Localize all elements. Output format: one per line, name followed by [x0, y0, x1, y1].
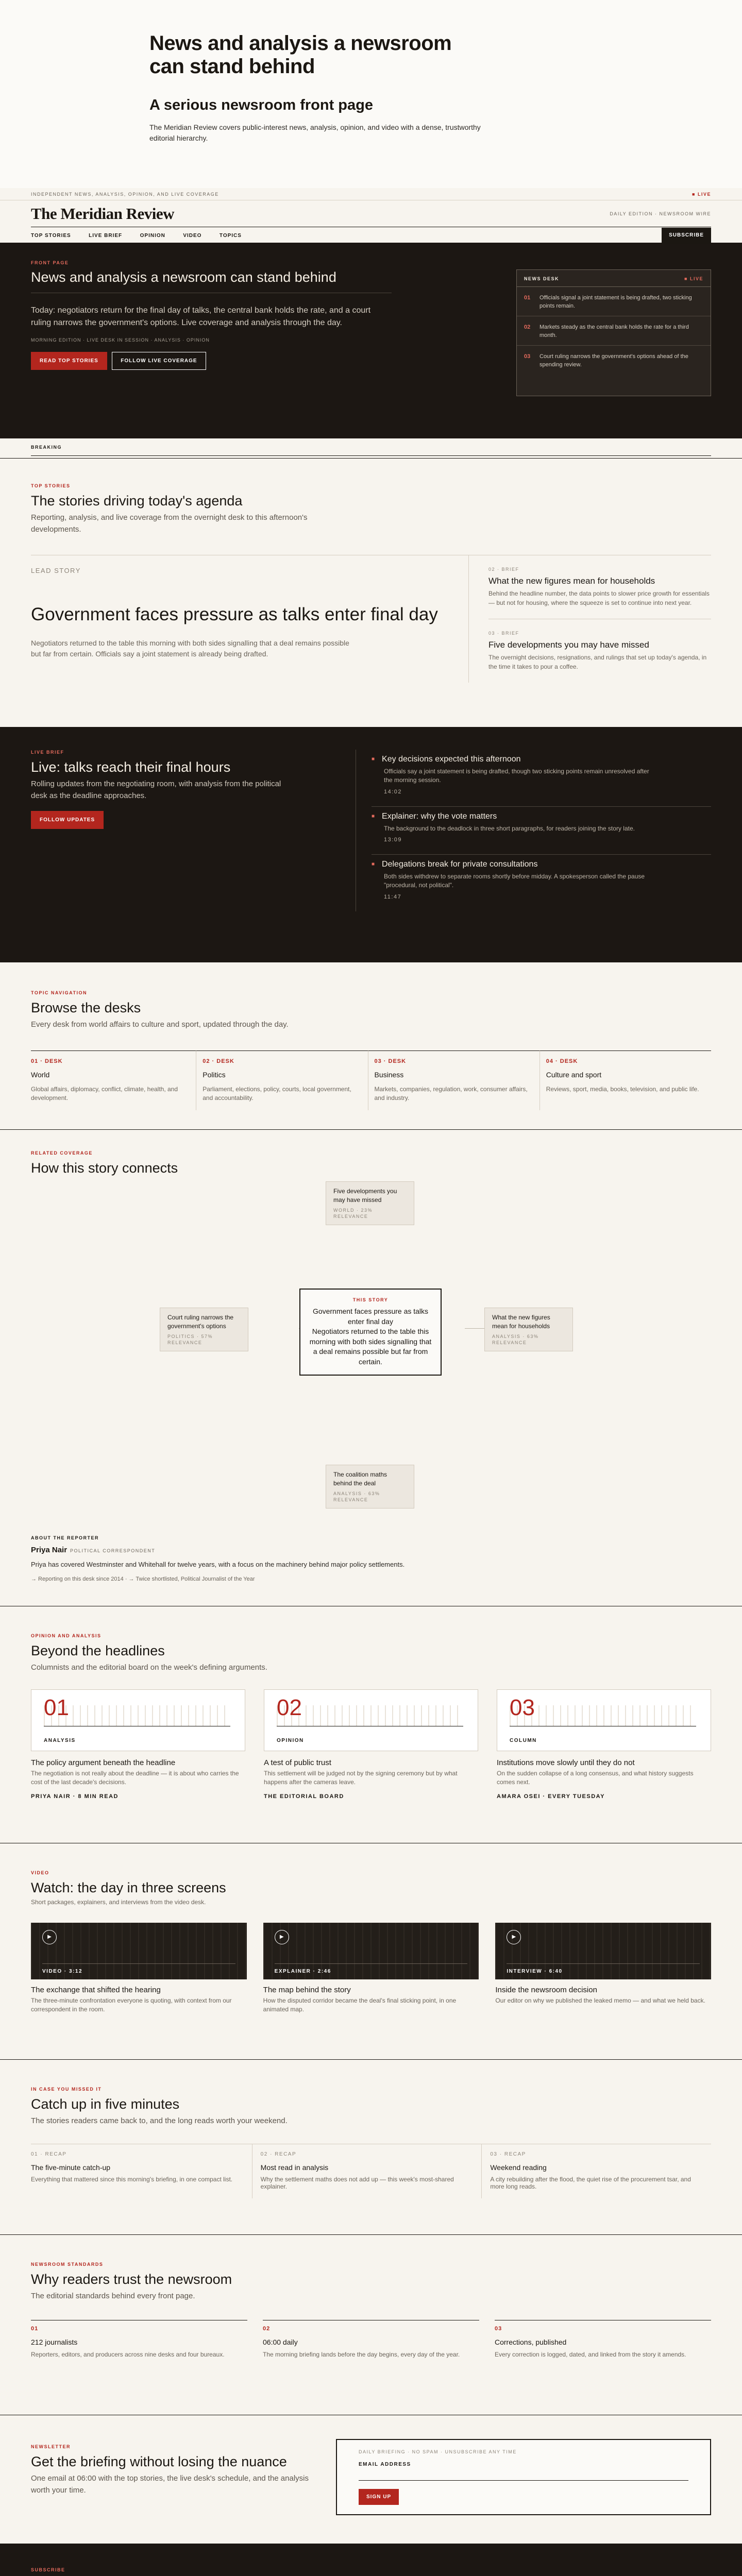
video-caption: INTERVIEW · 6:40 [507, 1968, 563, 1974]
standard-text: The morning briefing lands before the day begins, every day of the year. [263, 2350, 460, 2358]
stories-dek: Reporting, analysis, and live coverage from the overnight desk to this afternoon's developments. [31, 513, 308, 534]
opinion-text: The negotiation is not really about the deadline — it is about who carries the cost of the last decade's decisions. [31, 1769, 239, 1786]
recap-card[interactable] [481, 2144, 711, 2198]
related-node[interactable] [326, 1181, 414, 1225]
breaking-bar [0, 438, 742, 456]
video-dek: Short packages, explainers, and interviews from the video desk. [31, 1899, 206, 1906]
standards-eyebrow: NEWSROOM STANDARDS [31, 2262, 104, 2267]
opinion-text: On the sudden collapse of a long consensus, and what history suggests comes next. [497, 1769, 694, 1786]
brief-title[interactable]: Five developments you may have missed [488, 640, 649, 650]
video-section [0, 1843, 742, 2059]
desk-text: Global affairs, diplomacy, conflict, climate, health, and development. [31, 1085, 178, 1102]
opinion-headline[interactable]: Institutions move slowly until they do not [497, 1758, 635, 1767]
related-title: How this story connects [31, 1160, 178, 1176]
video-player[interactable] [263, 1923, 479, 1979]
reporter-name[interactable]: Priya Nair [31, 1546, 68, 1554]
related-node[interactable] [484, 1308, 573, 1351]
opinion-byline: PRIYA NAIR · 8 MIN READ [31, 1793, 119, 1800]
video-text: How the disputed corridor became the deal's final sticking point, in one animated map. [263, 1996, 457, 2013]
desk-card-culture[interactable] [539, 1050, 711, 1110]
desk-number: 04 · DESK [546, 1058, 578, 1064]
live-brief-section [0, 727, 742, 962]
video-text: Our editor on why we published the leaked memo — and what we held back. [495, 1996, 705, 2004]
this-story-title: Government faces pressure as talks enter final day [312, 1307, 429, 1326]
recap-title: The five-minute catch-up [31, 2163, 111, 2172]
update-time: 11:47 [384, 893, 402, 900]
lead-story[interactable] [31, 555, 469, 683]
recap-title: Weekend reading [490, 2163, 547, 2172]
nav-item-video[interactable]: VIDEO [183, 233, 202, 239]
recap-text: Everything that mattered since this morning's briefing, in one compact list. [31, 2175, 233, 2183]
intro-subtitle: A serious newsroom front page [149, 96, 373, 113]
opinion-section [0, 1606, 742, 1843]
recap-kicker: 03 · RECAP [490, 2151, 526, 2157]
video-headline[interactable]: The map behind the story [263, 1985, 351, 1994]
opinion-number: 01 [44, 1694, 69, 1720]
desk-item[interactable] [517, 287, 711, 316]
newsletter-section [0, 2415, 742, 2544]
lead-title[interactable]: Government faces pressure as talks enter final day [31, 604, 438, 625]
lead-text: Negotiators returned to the table this morning with both sides signalling that a deal remains possible but far from certain. Officials say a joint statement is already being drafted. [31, 638, 349, 658]
desk-number: 01 · DESK [31, 1058, 63, 1064]
update-time: 13:09 [384, 837, 402, 843]
hero-title[interactable]: News and analysis a newsroom can stand behind [31, 269, 392, 293]
desk-title: Politics [203, 1070, 226, 1079]
live-update[interactable] [372, 855, 711, 911]
opinion-card[interactable] [31, 1689, 245, 1800]
desk-title: Business [374, 1070, 404, 1079]
this-story-eyebrow: THIS STORY [352, 1297, 389, 1303]
nav-item-topics[interactable]: TOPICS [219, 233, 242, 239]
standard-number: 03 [495, 2325, 502, 2332]
desk-item-number: 01 [524, 295, 531, 301]
update-title: ■ Explainer: why the vote matters [384, 812, 711, 821]
desks-dek: Every desk from world affairs to culture and sport, updated through the day. [31, 1020, 289, 1029]
newsletter-title: Get the briefing without losing the nuance [31, 2454, 287, 2469]
video-card[interactable] [495, 1923, 711, 2014]
related-node[interactable] [326, 1465, 414, 1509]
desk-item-text: Officials signal a joint statement is being drafted, two sticking points remain. [539, 295, 692, 309]
standard-number: 01 [31, 2325, 39, 2332]
email-label: EMAIL ADDRESS [359, 2462, 411, 2467]
standard-text: Every correction is logged, dated, and linked from the story it amends. [495, 2350, 686, 2358]
standards-title: Why readers trust the newsroom [31, 2272, 232, 2287]
brief-story[interactable] [488, 555, 711, 619]
desk-item-number: 03 [524, 353, 531, 360]
live-title: Live: talks reach their final hours [31, 759, 231, 775]
this-story-node[interactable] [299, 1289, 442, 1375]
main-nav [0, 227, 742, 243]
recap-kicker: 02 · RECAP [260, 2151, 297, 2157]
desk-item[interactable] [517, 316, 711, 346]
update-text: Officials say a joint statement is being drafted, though two sticking points remain unresolved after the morning session. [384, 768, 649, 784]
brief-kicker: 02 · BRIEF [488, 567, 519, 572]
video-card[interactable] [263, 1923, 479, 2014]
desks-eyebrow: TOPIC NAVIGATION [31, 990, 88, 995]
brief-title[interactable]: What the new figures mean for households [488, 576, 655, 586]
reporter-section [0, 1521, 742, 1606]
nav-item-top-stories[interactable]: TOP STORIES [31, 233, 71, 239]
nav-item-live-brief[interactable]: LIVE BRIEF [89, 233, 123, 239]
standard-text: Reporters, editors, and producers across nine desks and four bureaux. [31, 2350, 225, 2358]
news-desk-live: ■ LIVE [684, 276, 703, 281]
node-kicker: POLITICS · 57% RELEVANCE [167, 1333, 213, 1345]
desk-item-number: 02 [524, 324, 531, 330]
desk-card-politics[interactable] [196, 1050, 367, 1110]
reporter-role: POLITICAL CORRESPONDENT [70, 1548, 156, 1553]
update-title: ■ Key decisions expected this afternoon [384, 755, 711, 764]
live-eyebrow: LIVE BRIEF [31, 750, 64, 755]
opinion-headline[interactable]: A test of public trust [264, 1758, 331, 1767]
brief-kicker: 03 · BRIEF [488, 631, 519, 636]
lead-kicker: LEAD STORY [31, 567, 81, 575]
nav-item-opinion[interactable]: OPINION [140, 233, 165, 239]
update-time: 14:02 [384, 788, 402, 795]
video-player[interactable] [495, 1923, 711, 1979]
desk-text: Reviews, sport, media, books, television, and public life. [546, 1085, 699, 1093]
live-update[interactable] [372, 750, 711, 807]
opinion-label: ANALYSIS [44, 1737, 76, 1743]
top-bar [0, 188, 742, 200]
related-coverage-section [0, 1129, 742, 1521]
related-node[interactable] [160, 1308, 248, 1351]
video-eyebrow: VIDEO [31, 1870, 49, 1875]
update-text: Both sides withdrew to separate rooms shortly before midday. A spokesperson called the pause "procedural, not political". [384, 873, 645, 889]
newsletter-form [336, 2439, 711, 2515]
brief-text: Behind the headline number, the data points to slower price growth for essentials — but not for housing, where the squeeze is set to continue into next year. [488, 590, 710, 606]
newsletter-dek: One email at 06:00 with the top stories, the live desk's schedule, and the analysis worth your time. [31, 2474, 309, 2495]
video-caption: VIDEO · 3:12 [42, 1968, 83, 1974]
subscribe-section [0, 2544, 742, 2576]
video-title: Watch: the day in three screens [31, 1880, 226, 1895]
recap-card[interactable] [31, 2144, 252, 2198]
newsletter-eyebrow: NEWSLETTER [31, 2444, 71, 2449]
hero-eyebrow: FRONT PAGE [31, 260, 69, 265]
opinion-headline[interactable]: The policy argument beneath the headline [31, 1758, 176, 1767]
site-logo[interactable]: The Meridian Review [31, 204, 175, 223]
node-kicker: ANALYSIS · 63% RELEVANCE [333, 1490, 380, 1502]
opinion-number: 03 [510, 1694, 535, 1720]
opinion-byline: THE EDITORIAL BOARD [264, 1793, 344, 1800]
video-text: The three-minute confrontation everyone is quoting, with context from our correspondent in the room. [31, 1996, 232, 2013]
opinion-number: 02 [277, 1694, 302, 1720]
live-dek: Rolling updates from the negotiating room, with analysis from the political desk as the deadline approaches. [31, 779, 281, 800]
video-caption: EXPLAINER · 2:46 [274, 1968, 331, 1974]
standard-title: Corrections, published [495, 2337, 567, 2346]
edition-label: DAILY EDITION · NEWSROOM WIRE [610, 211, 711, 216]
opinion-label: COLUMN [510, 1737, 537, 1743]
top-bar-tagline: INDEPENDENT NEWS, ANALYSIS, OPINION, AND LIVE COVERAGE [31, 192, 219, 197]
subscribe-button[interactable]: SUBSCRIBE [662, 228, 711, 243]
opinion-art [31, 1689, 245, 1751]
standard-title: 06:00 daily [263, 2337, 298, 2346]
this-story-text: Negotiators returned to the table this morning with both sides signalling that a deal remains possible but far from certain. [309, 1327, 432, 1366]
news-desk-panel [516, 269, 711, 396]
play-icon[interactable]: ▶ [42, 1930, 57, 1944]
sign-up-button[interactable]: SIGN UP [359, 2489, 399, 2505]
live-update[interactable] [372, 807, 711, 855]
standards-dek: The editorial standards behind every front page. [31, 2292, 195, 2301]
video-headline[interactable]: Inside the newsroom decision [495, 1985, 597, 1994]
masthead [0, 200, 742, 227]
follow-updates-button[interactable]: FOLLOW UPDATES [31, 811, 104, 829]
standard-card [495, 2320, 711, 2359]
catch-eyebrow: IN CASE YOU MISSED IT [31, 2087, 102, 2092]
opinion-card[interactable] [497, 1689, 711, 1800]
opinion-byline: AMARA OSEI · EVERY TUESDAY [497, 1793, 605, 1800]
hero-summary: Today: negotiators return for the final day of talks, the central bank holds the rate, and a court ruling narrows the government's options. Live coverage and analysis through the day. [31, 306, 371, 327]
topic-navigation-section [0, 962, 742, 1129]
hero-meta: MORNING EDITION · LIVE DESK IN SESSION · ANALYSIS · OPINION [31, 337, 210, 343]
node-kicker: WORLD · 23% RELEVANCE [333, 1207, 373, 1219]
desks-title: Browse the desks [31, 1000, 141, 1015]
reporter-bio: Priya has covered Westminster and Whitehall for twelve years, with a focus on the machinery behind major policy settlements. [31, 1561, 405, 1568]
top-stories-section [0, 458, 742, 727]
video-card[interactable] [31, 1923, 247, 2014]
story-connection-map [31, 1181, 711, 1521]
node-kicker: ANALYSIS · 63% RELEVANCE [492, 1333, 539, 1345]
catch-up-section [0, 2059, 742, 2234]
opinion-title: Beyond the headlines [31, 1643, 165, 1658]
standard-card [31, 2320, 247, 2359]
node-title: What the new figures mean for households [492, 1314, 550, 1330]
follow-live-coverage-button[interactable]: FOLLOW LIVE COVERAGE [112, 352, 206, 370]
stories-title: The stories driving today's agenda [31, 493, 243, 509]
recap-text: Why the settlement maths does not add up — this week's most-shared explainer. [260, 2175, 454, 2190]
opinion-eyebrow: OPINION AND ANALYSIS [31, 1633, 102, 1638]
standards-section [0, 2234, 742, 2415]
desk-item[interactable] [517, 346, 711, 375]
hero-section [0, 243, 742, 438]
intro-section [0, 0, 742, 188]
form-note: DAILY BRIEFING · NO SPAM · UNSUBSCRIBE ANY TIME [359, 2449, 517, 2454]
video-player[interactable] [31, 1923, 247, 1979]
recap-kicker: 01 · RECAP [31, 2151, 67, 2157]
play-icon[interactable]: ▶ [275, 1930, 289, 1944]
opinion-text: This settlement will be judged not by the signing ceremony but by what happens after the cameras leave. [264, 1769, 458, 1786]
standard-number: 02 [263, 2325, 271, 2332]
brief-text: The overnight decisions, resignations, and rulings that set up today's agenda, in the time it takes to pour a coffee. [488, 654, 707, 670]
subscribe-eyebrow: SUBSCRIBE [31, 2567, 65, 2572]
intro-description: The Meridian Review covers public-interest news, analysis, opinion, and video with a dense, trustworthy editorial hierarchy. [149, 123, 481, 143]
opinion-art [264, 1689, 478, 1751]
standard-title: 212 journalists [31, 2337, 78, 2346]
video-headline[interactable]: The exchange that shifted the hearing [31, 1985, 161, 1994]
live-indicator[interactable]: ■ LIVE [692, 192, 711, 197]
opinion-dek: Columnists and the editorial board on the week's defining arguments. [31, 1663, 267, 1672]
brief-story[interactable] [488, 619, 711, 683]
opinion-label: OPINION [277, 1737, 304, 1743]
desk-text: Parliament, elections, policy, courts, local government, and accountability. [203, 1085, 351, 1102]
opinion-art [497, 1689, 711, 1751]
desk-item-text: Markets steady as the central bank holds the rate for a third month. [539, 324, 689, 338]
stories-eyebrow: TOP STORIES [31, 483, 71, 488]
desk-card-business[interactable] [368, 1050, 539, 1110]
desk-text: Markets, companies, regulation, work, consumer affairs, and industry. [374, 1085, 528, 1102]
reporter-eyebrow: ABOUT THE REPORTER [31, 1535, 99, 1540]
live-label: LIVE [697, 192, 711, 197]
update-text: The background to the deadlock in three short paragraphs, for readers joining the story late. [384, 824, 635, 832]
catch-dek: The stories readers came back to, and the long reads worth your weekend. [31, 2116, 288, 2126]
related-eyebrow: RELATED COVERAGE [31, 1150, 93, 1156]
node-title: Court ruling narrows the government's options [167, 1314, 234, 1330]
node-title: Five developments you may have missed [333, 1188, 397, 1204]
standard-card [263, 2320, 479, 2359]
node-title: The coalition maths behind the deal [333, 1471, 387, 1487]
desk-title: Culture and sport [546, 1070, 602, 1079]
recap-title: Most read in analysis [260, 2163, 329, 2172]
desk-item-text: Court ruling narrows the government's options ahead of the spending review. [539, 353, 688, 368]
opinion-card[interactable] [264, 1689, 478, 1800]
desk-number: 03 · DESK [374, 1058, 407, 1064]
desk-number: 02 · DESK [203, 1058, 234, 1064]
breaking-label: BREAKING [31, 445, 62, 450]
play-icon[interactable]: ▶ [507, 1930, 521, 1944]
recap-card[interactable] [252, 2144, 482, 2198]
recap-text: A city rebuilding after the flood, the quiet rise of the procurement tsar, and more long reads. [490, 2175, 691, 2190]
intro-title: News and analysis a newsroom can stand behind [149, 32, 452, 78]
read-top-stories-button[interactable]: READ TOP STORIES [31, 352, 107, 370]
desk-title: World [31, 1070, 50, 1079]
reporter-name-row [31, 1546, 711, 1554]
update-title: ■ Delegations break for private consultations [384, 860, 711, 869]
desk-card-world[interactable] [31, 1050, 196, 1110]
reporter-links[interactable]: → Reporting on this desk since 2014 · → Twice shortlisted, Political Journalist of the Year [31, 1575, 255, 1582]
news-desk-title: NEWS DESK [524, 276, 560, 281]
email-field[interactable] [359, 2467, 688, 2481]
catch-title: Catch up in five minutes [31, 2096, 180, 2112]
